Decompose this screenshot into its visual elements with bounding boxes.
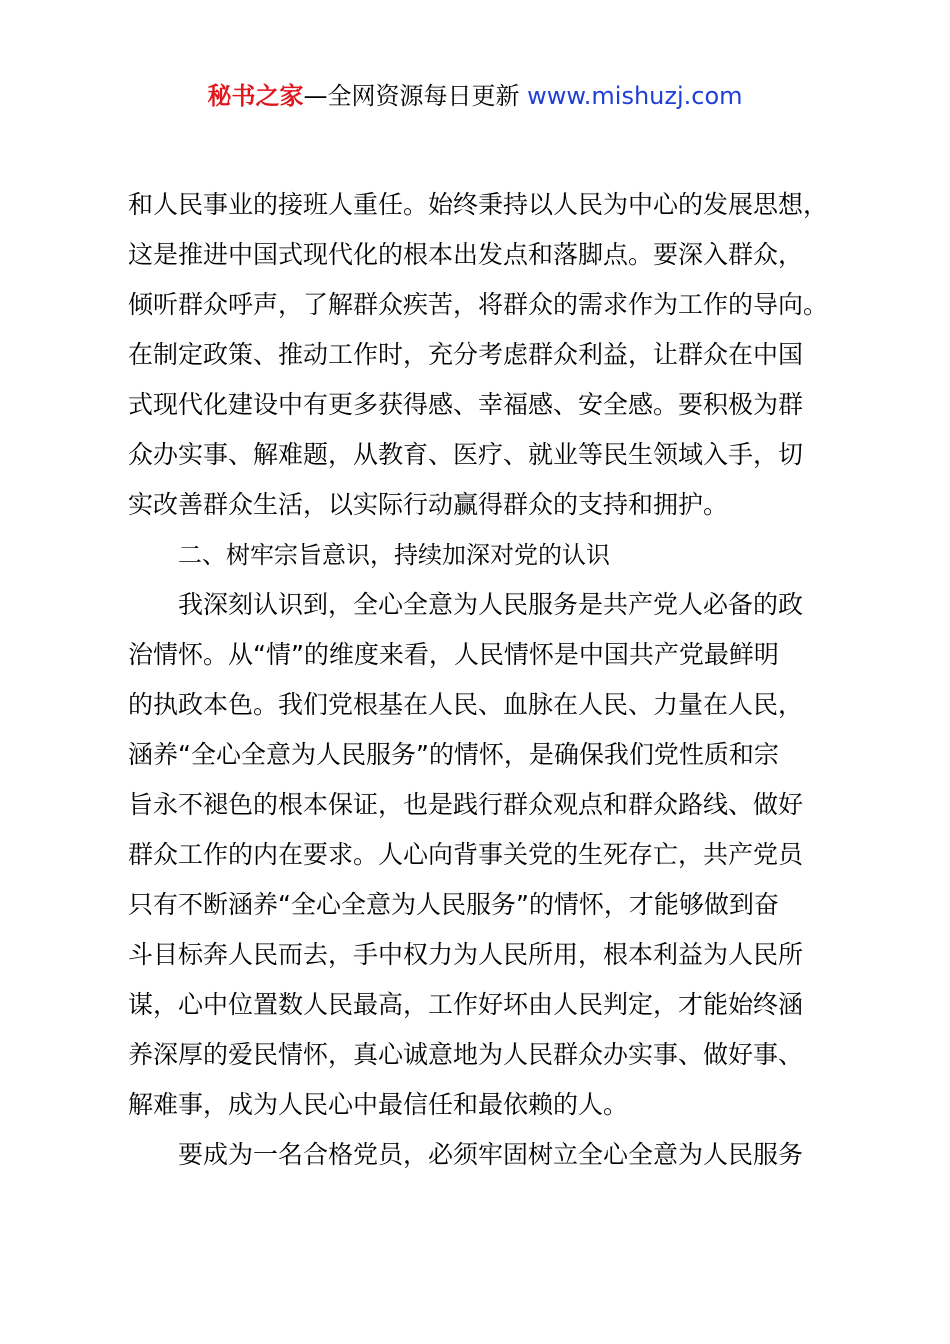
text-line: 这是推进中国式现代化的根本出发点和落脚点。要深入群众， [128, 240, 804, 269]
text-line: 式现代化建设中有更多获得感、幸福感、安全感。要积极为群 [128, 390, 804, 419]
text-line: 实改善群众生活，以实际行动赢得群众的支持和拥护。 [128, 490, 729, 519]
brand-name: 秘书之家 [207, 82, 304, 110]
header-slogan: —全网资源每日更新 [303, 82, 520, 110]
section-heading: 二、树牢宗旨意识，持续加深对党的认识 [178, 541, 610, 569]
document-body [128, 180, 843, 1180]
site-url-link[interactable]: www.mishuzj.com [527, 82, 743, 110]
text-line: 解难事，成为人民心中最信任和最依赖的人。 [128, 1090, 629, 1119]
text-line: 治情怀。从“情”的维度来看，人民情怀是中国共产党最鲜明 [128, 640, 779, 669]
text-line: 养深厚的爱民情怀，真心诚意地为人民群众办实事、做好事、 [128, 1040, 804, 1069]
text-line: 谋，心中位置数人民最高，工作好坏由人民判定，才能始终涵 [128, 990, 804, 1019]
page-header [0, 80, 950, 112]
text-line: 众办实事、解难题，从教育、医疗、就业等民生领域入手，切 [128, 440, 804, 469]
text-line: 要成为一名合格党员，必须牢固树立全心全意为人民服务 [178, 1140, 804, 1169]
text-line: 的执政本色。我们党根基在人民、血脉在人民、力量在人民， [128, 690, 804, 719]
text-line: 斗目标奔人民而去，手中权力为人民所用，根本利益为人民所 [128, 940, 804, 969]
text-line: 和人民事业的接班人重任。始终秉持以人民为中心的发展思想， [128, 190, 829, 219]
text-line: 在制定政策、推动工作时，充分考虑群众利益，让群众在中国 [128, 340, 804, 369]
text-line: 群众工作的内在要求。人心向背事关党的生死存亡，共产党员 [128, 840, 804, 869]
text-line: 旨永不褪色的根本保证，也是践行群众观点和群众路线、做好 [128, 790, 804, 819]
text-line: 我深刻认识到，全心全意为人民服务是共产党人必备的政 [178, 590, 804, 619]
text-line: 倾听群众呼声，了解群众疾苦，将群众的需求作为工作的导向。 [128, 290, 829, 319]
text-line: 只有不断涵养“全心全意为人民服务”的情怀，才能够做到奋 [128, 890, 779, 919]
text-line: 涵养“全心全意为人民服务”的情怀，是确保我们党性质和宗 [128, 740, 779, 769]
